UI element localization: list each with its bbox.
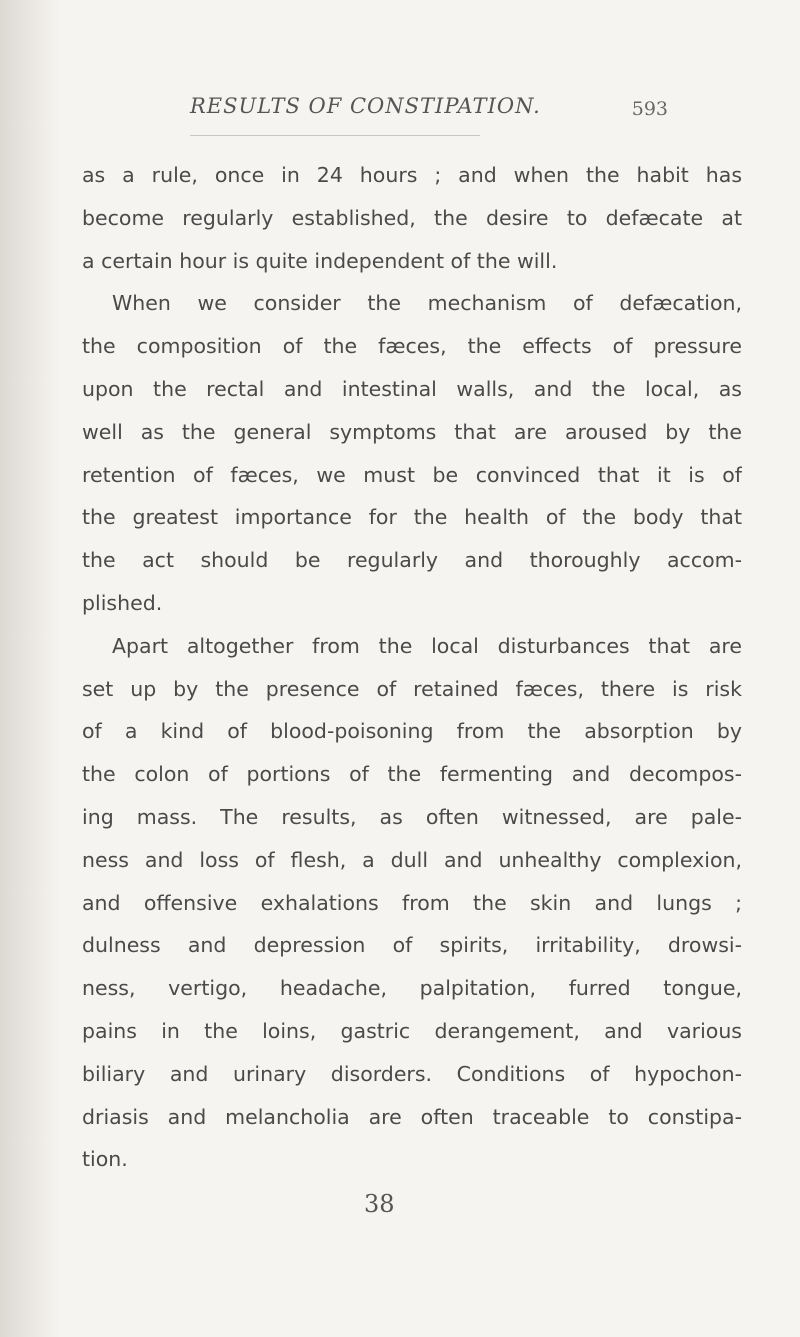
page-number: 593 bbox=[631, 98, 668, 120]
text-line: a certain hour is quite independent of the will. bbox=[82, 248, 558, 273]
text-line: set up by the presence of retained fæces, there is risk bbox=[82, 676, 742, 701]
text-line: plished. bbox=[82, 590, 163, 615]
text-line: pains in the loins, gastric derangement, and various bbox=[82, 1018, 742, 1043]
page-edge-shadow bbox=[0, 0, 60, 1337]
text-line: as a rule, once in 24 hours ; and when the habit has bbox=[82, 163, 742, 187]
text-line: the act should be regularly and thoroughly accom- bbox=[82, 548, 742, 573]
body-text bbox=[82, 154, 742, 1181]
text-line: driasis and melancholia are often traceable to constipa- bbox=[82, 1104, 742, 1129]
text-line: of a kind of blood-poisoning from the absorption by bbox=[82, 719, 742, 744]
text-line: tion. bbox=[82, 1147, 128, 1172]
text-line: ing mass. The results, as often witnessed, are pale- bbox=[82, 804, 742, 829]
text-line: upon the rectal and intestinal walls, and the local, as bbox=[82, 376, 742, 401]
text-line: well as the general symptoms that are aroused by the bbox=[82, 419, 742, 444]
text-line: ness and loss of flesh, a dull and unhealthy complexion, bbox=[82, 847, 742, 872]
text-line: become regularly established, the desire to defæcate at bbox=[82, 205, 742, 230]
text-line: the greatest importance for the health of the body that bbox=[82, 505, 742, 530]
signature-mark: 38 bbox=[364, 1190, 395, 1218]
text-line: the colon of portions of the fermenting and decompos- bbox=[82, 762, 742, 787]
text-line: retention of fæces, we must be convinced that it is of bbox=[82, 462, 742, 487]
text-line: dulness and depression of spirits, irritability, drowsi- bbox=[82, 933, 742, 958]
running-title: RESULTS OF CONSTIPATION. bbox=[190, 94, 541, 118]
text-line: ness, vertigo, headache, palpitation, furred tongue, bbox=[82, 976, 742, 1001]
text-line: the composition of the fæces, the effects of pressure bbox=[82, 334, 742, 359]
text-line: When we consider the mechanism of defæcation, bbox=[112, 291, 742, 316]
text-line: biliary and urinary disorders. Conditions of hypochon- bbox=[82, 1061, 742, 1086]
text-line: and offensive exhalations from the skin and lungs ; bbox=[82, 890, 742, 915]
text-line: Apart altogether from the local disturbances that are bbox=[112, 633, 742, 658]
header-rule bbox=[190, 135, 480, 136]
